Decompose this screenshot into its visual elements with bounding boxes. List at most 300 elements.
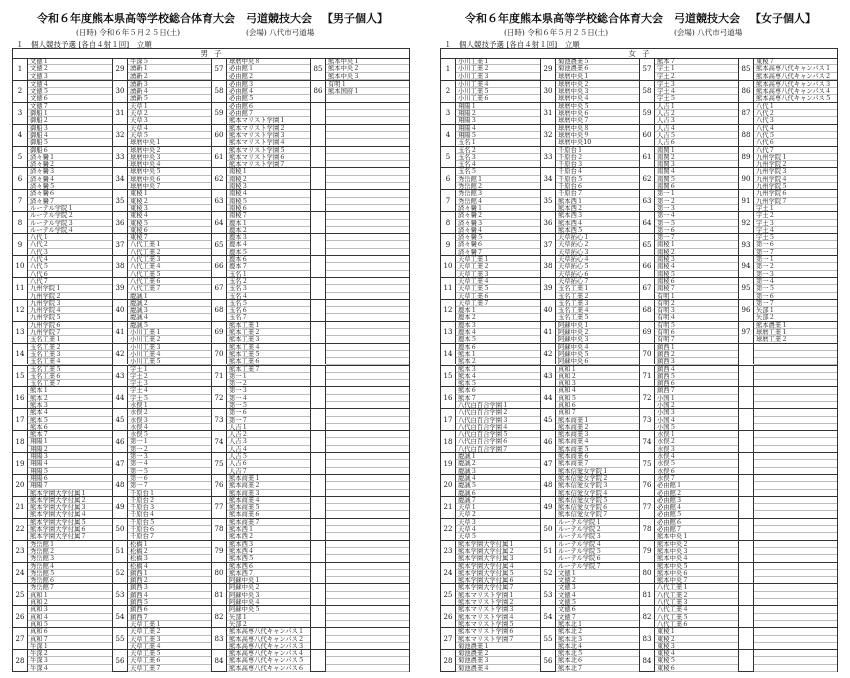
archer-name: 熊本マリスト学園６ — [456, 628, 540, 635]
archer-name: 済々黌４ — [28, 176, 112, 183]
archer-name: 御船２ — [28, 117, 112, 124]
archer-name: 阿蘇中央１ — [556, 322, 639, 329]
group-number: 65 — [212, 234, 227, 255]
archer-name: 第一１ — [227, 373, 310, 380]
archer-name: 慶誠２ — [128, 300, 211, 307]
archer-name-empty — [326, 526, 409, 533]
group-row — [739, 540, 837, 562]
archer-name: 熊本学園大学付属４ — [28, 511, 112, 518]
group-number: 75 — [640, 453, 655, 474]
group-row — [739, 233, 837, 255]
group-number: 4 — [441, 125, 456, 146]
group-number — [311, 453, 326, 474]
archer-name-empty — [326, 650, 409, 657]
lineup-column — [639, 58, 738, 671]
group-number — [311, 584, 326, 605]
archer-name: 熊本北６ — [556, 657, 639, 664]
archer-name: 宇土１ — [754, 205, 837, 212]
archer-name: 済々黌１ — [28, 154, 112, 161]
archer-name: 熊本７ — [456, 395, 540, 402]
group-archers — [128, 453, 211, 475]
group-archers — [655, 300, 738, 322]
group-number: 78 — [212, 519, 227, 540]
group-row — [739, 343, 837, 365]
archer-name: 玉名２ — [456, 147, 540, 154]
group-archers — [556, 650, 639, 672]
group-number: 18 — [441, 431, 456, 452]
group-archers — [754, 387, 837, 409]
archer-name: 水俣２ — [655, 438, 738, 445]
group-number: 62 — [212, 168, 227, 189]
archer-name: 玉名７ — [227, 314, 310, 321]
group-number: 8 — [13, 212, 28, 233]
group-number: 55 — [541, 628, 556, 649]
archer-name: 鹿本６ — [456, 344, 540, 351]
archer-name: 熊本商業４ — [556, 438, 639, 445]
group-row — [113, 58, 211, 80]
group-archers — [754, 650, 837, 672]
archer-name: 天草工業１ — [128, 621, 211, 628]
group-row — [739, 562, 837, 584]
group-archers — [456, 300, 540, 322]
archer-name: 人吉６ — [227, 460, 310, 467]
group-archers — [456, 497, 540, 519]
group-number — [311, 322, 326, 343]
archer-name: 宇土４ — [128, 387, 211, 394]
group-row — [640, 365, 738, 387]
group-row — [441, 146, 540, 168]
archer-name: 有明１ — [326, 81, 409, 88]
group-archers — [227, 475, 310, 497]
group-row — [739, 299, 837, 321]
group-archers — [28, 234, 112, 256]
archer-name-empty — [754, 395, 837, 402]
archer-name: 八代５ — [754, 132, 837, 139]
archer-name-empty — [754, 570, 837, 577]
group-row — [212, 167, 310, 189]
archer-name: 天草拓心４ — [556, 256, 639, 263]
group-row — [13, 233, 112, 255]
archer-name: 千原台２ — [128, 497, 211, 504]
archer-name: 八代工業２ — [655, 592, 738, 599]
group-row — [640, 627, 738, 649]
archer-name: 熊本中央２ — [655, 541, 738, 548]
archer-name: 第一３ — [754, 271, 837, 278]
group-number: 16 — [13, 387, 28, 408]
archer-name: 天草５ — [128, 132, 211, 139]
group-row — [541, 386, 639, 408]
group-archers — [326, 650, 409, 672]
archer-name: 文徳５ — [556, 599, 639, 606]
archer-name: ルーテル学院６ — [556, 555, 639, 562]
lineup-column — [211, 58, 310, 671]
group-number — [311, 168, 326, 189]
archer-name: 第一７ — [128, 482, 211, 489]
group-archers — [128, 190, 211, 212]
archer-name: 人吉３ — [227, 438, 310, 445]
lineup-column — [738, 58, 837, 671]
archer-name: 九州学院５ — [754, 183, 837, 190]
group-row — [541, 474, 639, 496]
group-row — [113, 189, 211, 211]
group-row — [640, 167, 738, 189]
archer-name: 熊本農業１ — [754, 322, 837, 329]
archer-name: 玉名６ — [227, 307, 310, 314]
archer-name: 八代白百合学園１ — [456, 402, 540, 409]
group-row — [541, 496, 639, 518]
group-row — [311, 540, 409, 562]
group-number: 90 — [739, 168, 754, 189]
group-number: 69 — [212, 322, 227, 343]
group-number: 7 — [441, 190, 456, 211]
category-tag: 【男子個人】 — [322, 12, 388, 25]
archer-name: 天草４ — [456, 526, 540, 533]
group-row — [739, 80, 837, 102]
group-number: 60 — [212, 125, 227, 146]
group-row — [13, 102, 112, 124]
archer-name: 阿蘇中央４ — [556, 344, 639, 351]
group-number — [739, 628, 754, 649]
group-archers — [754, 497, 837, 519]
group-row — [212, 321, 310, 343]
archer-name-empty — [754, 541, 837, 548]
archer-name: 小川工業３ — [456, 73, 540, 80]
group-row — [13, 562, 112, 584]
archer-name-empty — [754, 344, 837, 351]
group-archers — [556, 606, 639, 628]
group-row — [212, 518, 310, 540]
group-row — [311, 167, 409, 189]
archer-name: 小川工業４ — [456, 81, 540, 88]
archer-name: 熊本１ — [28, 387, 112, 394]
archer-name: 人吉３ — [655, 117, 738, 124]
group-row — [311, 321, 409, 343]
group-row — [640, 518, 738, 540]
archer-name: 熊本中央２ — [326, 65, 409, 72]
group-row — [113, 80, 211, 102]
group-row — [13, 496, 112, 518]
group-archers — [655, 278, 738, 300]
group-number: 7 — [13, 190, 28, 211]
group-number — [739, 475, 754, 496]
archer-name: 文徳６ — [556, 606, 639, 613]
group-number — [311, 650, 326, 671]
archer-name: 鹿本７ — [227, 263, 310, 270]
group-number: 65 — [640, 234, 655, 255]
group-number: 75 — [212, 453, 227, 474]
group-row — [113, 583, 211, 605]
archer-name: 熊本７ — [655, 58, 738, 65]
archer-name: 八代３ — [754, 117, 837, 124]
archer-name: 第一３ — [655, 205, 738, 212]
archer-name: 人吉５ — [655, 132, 738, 139]
group-row — [311, 474, 409, 496]
group-number: 47 — [541, 453, 556, 474]
group-archers — [655, 475, 738, 497]
group-number: 73 — [212, 409, 227, 430]
archer-name: 第一３ — [227, 387, 310, 394]
archer-name: 熊本西２ — [556, 205, 639, 212]
group-row — [739, 102, 837, 124]
group-number — [739, 366, 754, 387]
archer-name-empty — [326, 256, 409, 263]
archer-name: 牛深２ — [28, 650, 112, 657]
archer-name: 水俣２ — [128, 409, 211, 416]
archer-name: 球磨工業１ — [754, 329, 837, 336]
archer-name: 球磨中央７ — [556, 117, 639, 124]
archer-name: 宇土２ — [754, 212, 837, 219]
group-archers — [128, 409, 211, 431]
archer-name: 翔陽５ — [28, 468, 112, 475]
group-archers — [556, 278, 639, 300]
group-row — [311, 627, 409, 649]
category-tag: 【女子個人】 — [750, 12, 816, 25]
group-row — [212, 255, 310, 277]
group-row — [640, 211, 738, 233]
group-number: 59 — [640, 103, 655, 124]
group-number: 58 — [640, 81, 655, 102]
archer-name: 第一４ — [128, 460, 211, 467]
archer-name-empty — [326, 584, 409, 591]
group-archers — [655, 650, 738, 672]
group-row — [311, 496, 409, 518]
archer-name: 天草２ — [128, 110, 211, 117]
section-heading: １ 個人競技予選 [各自４射１回] 立順 — [16, 40, 152, 49]
archer-name: 天草工業７ — [456, 300, 540, 307]
archer-name: 第一５ — [227, 402, 310, 409]
archer-name: 必由館６ — [227, 103, 310, 110]
group-number — [311, 212, 326, 233]
archer-name-empty — [326, 212, 409, 219]
archer-name-empty — [326, 409, 409, 416]
archer-name: 小川工業１ — [456, 58, 540, 65]
archer-name: 第一６ — [754, 241, 837, 248]
group-archers — [28, 475, 112, 497]
archer-name: 熊本信愛女学院６ — [556, 504, 639, 511]
archer-name: 秀岳館２ — [456, 183, 540, 190]
group-archers — [754, 103, 837, 125]
archer-name: 熊本中央３ — [655, 548, 738, 555]
archer-name-empty — [326, 548, 409, 555]
archer-name: 熊本商業６ — [556, 453, 639, 460]
archer-name: 熊本商業４ — [227, 497, 310, 504]
group-row — [13, 211, 112, 233]
archer-name-empty — [326, 665, 409, 672]
group-row — [113, 605, 211, 627]
group-number: 54 — [113, 606, 128, 627]
group-archers — [227, 81, 310, 103]
group-number: 59 — [212, 103, 227, 124]
archer-name: 第一２ — [754, 263, 837, 270]
group-row — [13, 474, 112, 496]
archer-name: 球磨中央３ — [128, 154, 211, 161]
group-archers — [456, 431, 540, 453]
archer-name-empty — [326, 176, 409, 183]
group-archers — [326, 628, 409, 650]
group-row — [113, 167, 211, 189]
group-row — [541, 146, 639, 168]
group-archers — [28, 147, 112, 169]
group-row — [541, 233, 639, 255]
group-archers — [754, 212, 837, 234]
archer-name: 翔陽３ — [28, 453, 112, 460]
group-row — [640, 496, 738, 518]
archer-name: 八代工業５ — [655, 614, 738, 621]
group-archers — [655, 541, 738, 563]
archer-name: 熊本北２ — [556, 628, 639, 635]
group-number — [311, 541, 326, 562]
group-number: 2 — [441, 81, 456, 102]
archer-name: 秀岳館４ — [456, 198, 540, 205]
archer-name: 玉名工業１ — [556, 285, 639, 292]
group-number: 60 — [640, 125, 655, 146]
group-number: 67 — [640, 278, 655, 299]
archer-name-empty — [754, 592, 837, 599]
archer-name: 天草工業３ — [456, 271, 540, 278]
archer-name: 熊本マリスト学園５ — [227, 147, 310, 154]
group-number: 54 — [541, 606, 556, 627]
archer-name: 秀岳館４ — [28, 563, 112, 570]
group-row — [113, 474, 211, 496]
group-archers — [128, 81, 211, 103]
group-number: 64 — [212, 212, 227, 233]
archer-name-empty — [754, 526, 837, 533]
archer-name: 小国２ — [655, 402, 738, 409]
group-number: 62 — [640, 168, 655, 189]
archer-name-empty — [754, 373, 837, 380]
group-row — [212, 649, 310, 671]
archer-name: 八代白百合学園５ — [456, 431, 540, 438]
archer-name: 熊本中央３ — [326, 73, 409, 80]
archer-name-empty — [326, 431, 409, 438]
group-archers — [128, 322, 211, 344]
group-archers — [227, 606, 310, 628]
group-archers — [456, 606, 540, 628]
group-number — [311, 387, 326, 408]
archer-name: 熊本マリスト学園５ — [456, 621, 540, 628]
group-number: 26 — [441, 606, 456, 627]
group-archers — [28, 409, 112, 431]
group-number: 42 — [113, 344, 128, 365]
archer-name: 秀岳館１ — [28, 541, 112, 548]
group-archers — [227, 563, 310, 585]
archer-name: 水俣６ — [655, 468, 738, 475]
group-number — [311, 431, 326, 452]
group-row — [113, 299, 211, 321]
archer-name: 熊本マリスト学園２ — [456, 599, 540, 606]
archer-name: 翔陽２ — [456, 110, 540, 117]
group-row — [441, 583, 540, 605]
archer-name: 玉名工業５ — [556, 314, 639, 321]
group-archers — [456, 322, 540, 344]
group-row — [441, 518, 540, 540]
group-number: 24 — [13, 563, 28, 584]
group-number: 47 — [113, 453, 128, 474]
group-archers — [28, 563, 112, 585]
archer-name: 熊本中央４ — [655, 555, 738, 562]
group-row — [441, 627, 540, 649]
group-number: 27 — [441, 628, 456, 649]
archer-name: 熊本マリスト学園３ — [227, 132, 310, 139]
group-row — [739, 189, 837, 211]
archer-name-empty — [326, 351, 409, 358]
group-archers — [227, 234, 310, 256]
group-archers — [556, 322, 639, 344]
archer-name: 文徳４ — [28, 81, 112, 88]
group-archers — [326, 300, 409, 322]
group-archers — [227, 344, 310, 366]
group-number: 68 — [212, 300, 227, 321]
lineup-column — [310, 58, 409, 671]
group-row — [113, 540, 211, 562]
archer-name: 阿蘇中央２ — [227, 584, 310, 591]
archer-name: 八代７ — [754, 147, 837, 154]
group-row — [541, 430, 639, 452]
archer-name: 第一６ — [227, 409, 310, 416]
archer-name: 菊池農業１ — [456, 643, 540, 650]
group-archers — [326, 563, 409, 585]
page-boys — [6, 0, 419, 678]
group-archers — [326, 409, 409, 431]
group-number: 69 — [640, 322, 655, 343]
group-archers — [754, 168, 837, 190]
archer-name: 南関５ — [655, 176, 738, 183]
archer-name: 真和３ — [28, 606, 112, 613]
group-row — [311, 452, 409, 474]
archer-name: 熊本北４ — [556, 643, 639, 650]
archer-name: 牛深１ — [28, 643, 112, 650]
archer-name: 阿蘇中央４ — [227, 599, 310, 606]
group-row — [739, 430, 837, 452]
archer-name: 熊本学園大学付属６ — [28, 526, 112, 533]
archer-name-empty — [754, 431, 837, 438]
group-archers — [556, 453, 639, 475]
group-number: 89 — [739, 147, 754, 168]
group-number: 37 — [113, 234, 128, 255]
archer-name-empty — [326, 307, 409, 314]
archer-name-empty — [326, 329, 409, 336]
archer-name: 宇土４ — [754, 227, 837, 234]
group-archers — [227, 584, 310, 606]
group-archers — [655, 103, 738, 125]
group-number: 23 — [13, 541, 28, 562]
group-number: 25 — [13, 584, 28, 605]
archer-name: ルーテル学院７ — [556, 563, 639, 570]
archer-name: 小国５ — [655, 424, 738, 431]
group-row — [212, 58, 310, 80]
group-number: 96 — [739, 300, 754, 321]
group-number: 91 — [739, 190, 754, 211]
archer-name: 鹿本５ — [456, 336, 540, 343]
archer-name: 熊本高専八代キャンパス３ — [754, 81, 837, 88]
archer-name-empty — [326, 110, 409, 117]
archer-name: 熊本北３ — [556, 636, 639, 643]
archer-name: 鎮西１ — [655, 344, 738, 351]
archer-name: 熊本西６ — [227, 563, 310, 570]
group-row — [441, 189, 540, 211]
group-row — [739, 408, 837, 430]
group-archers — [227, 650, 310, 672]
archer-name: 慶誠１ — [456, 453, 540, 460]
archer-name: 九州学院３ — [28, 300, 112, 307]
archer-name-empty — [326, 417, 409, 424]
archer-name: 東稜３ — [128, 205, 211, 212]
group-archers — [456, 147, 540, 169]
archer-name: 天草拓心２ — [556, 241, 639, 248]
group-number — [311, 344, 326, 365]
gender-char: 子 — [642, 49, 650, 58]
group-row — [113, 321, 211, 343]
